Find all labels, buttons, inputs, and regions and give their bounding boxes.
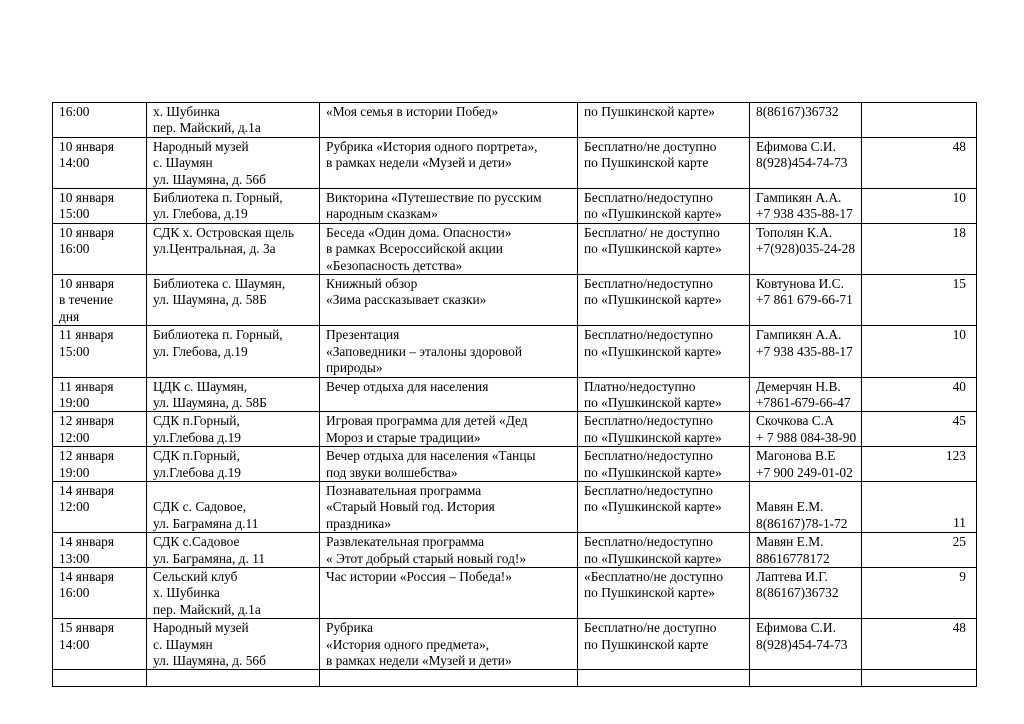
attendance-count: 45 bbox=[952, 413, 966, 429]
cell-date-time-line: 14:00 bbox=[59, 636, 90, 652]
cell-venue-line bbox=[153, 483, 314, 499]
schedule-rows bbox=[53, 103, 977, 687]
cell-event-line: Познавательная программа bbox=[326, 482, 482, 498]
cell-attendance bbox=[862, 447, 977, 482]
cell-venue bbox=[147, 670, 320, 687]
cell-attendance bbox=[862, 619, 977, 670]
cell-access-line: Бесплатно/ не доступно bbox=[584, 224, 720, 240]
cell-date-time bbox=[53, 619, 147, 670]
cell-venue-line: пер. Майский, д.1а bbox=[153, 120, 261, 136]
cell-venue bbox=[147, 103, 320, 138]
cell-access bbox=[578, 377, 750, 412]
cell-attendance bbox=[862, 481, 977, 532]
cell-attendance bbox=[862, 137, 977, 188]
cell-access-line: Бесплатно/недоступно bbox=[584, 534, 713, 550]
cell-attendance bbox=[862, 377, 977, 412]
cell-access bbox=[578, 103, 750, 138]
cell-date-time bbox=[53, 533, 147, 568]
cell-date-time bbox=[53, 567, 147, 618]
table-row bbox=[53, 412, 977, 447]
cell-venue bbox=[147, 275, 320, 326]
cell-event-line: в рамках недели «Музей и дети» bbox=[326, 653, 512, 668]
cell-venue bbox=[147, 567, 320, 618]
attendance-count: 18 bbox=[952, 224, 966, 240]
cell-attendance bbox=[862, 189, 977, 224]
cell-venue-line: ул.Центральная, д. 3а bbox=[153, 241, 276, 257]
cell-access-line: по Пушкинской карте bbox=[584, 636, 709, 652]
cell-access-line: Бесплатно/недоступно bbox=[584, 276, 713, 292]
cell-event-line: в рамках недели «Музей и дети» bbox=[326, 155, 512, 171]
cell-venue bbox=[147, 619, 320, 670]
cell-event bbox=[320, 189, 578, 224]
cell-date-time-line: дня bbox=[59, 308, 80, 324]
cell-event bbox=[320, 619, 578, 670]
cell-access-line: Бесплатно/не доступно bbox=[584, 138, 717, 154]
cell-date-time-line: 15 января bbox=[59, 620, 115, 636]
cell-venue-line: ЦДК с. Шаумян, bbox=[153, 378, 248, 394]
cell-venue-line: Библиотека п. Горный, bbox=[153, 327, 283, 343]
cell-contact-line: Мавян Е.М. bbox=[756, 534, 824, 550]
cell-contact bbox=[750, 481, 862, 532]
cell-date-time-line: 11 января bbox=[59, 327, 114, 343]
cell-access bbox=[578, 326, 750, 377]
cell-date-time-line: 14 января bbox=[59, 568, 115, 584]
cell-access-line: по «Пушкинской карте» bbox=[584, 499, 722, 515]
cell-contact-line: +7 861 679-66-71 bbox=[756, 292, 853, 308]
cell-contact-line: +7(928)035-24-28 bbox=[756, 241, 856, 257]
cell-venue-line: ул. Глебова, д.19 bbox=[153, 343, 248, 359]
cell-venue-line: СДК п.Горный, bbox=[153, 413, 240, 429]
cell-access-line: по «Пушкинской карте» bbox=[584, 429, 722, 445]
cell-event-line: «Зима рассказывает сказки» bbox=[326, 292, 487, 308]
cell-venue-line: с. Шаумян bbox=[153, 155, 213, 171]
cell-venue bbox=[147, 533, 320, 568]
cell-attendance bbox=[862, 567, 977, 618]
cell-date-time bbox=[53, 137, 147, 188]
cell-event-line: Развлекательная программа bbox=[326, 534, 485, 550]
cell-date-time bbox=[53, 377, 147, 412]
cell-date-time-line: 14:00 bbox=[59, 155, 90, 171]
cell-attendance bbox=[862, 326, 977, 377]
cell-event bbox=[320, 377, 578, 412]
cell-event-line: Беседа «Один дома. Опасности» bbox=[326, 224, 512, 240]
attendance-count: 9 bbox=[959, 568, 966, 584]
cell-venue-line: СДК с.Садовое bbox=[153, 534, 240, 550]
cell-venue-line: ул. Глебова, д.19 bbox=[153, 206, 248, 222]
cell-venue bbox=[147, 481, 320, 532]
cell-access-line: по «Пушкинской карте» bbox=[584, 206, 722, 222]
cell-event-line: Викторина «Путешествие по русским bbox=[326, 190, 542, 206]
cell-venue-line: Народный музей bbox=[153, 138, 249, 154]
cell-date-time-line: 11 января bbox=[59, 378, 114, 394]
cell-venue bbox=[147, 189, 320, 224]
cell-event bbox=[320, 533, 578, 568]
cell-date-time-line: 14 января bbox=[59, 534, 115, 550]
cell-venue-line: ул. Шаумяна, д. 58Б bbox=[153, 292, 267, 308]
cell-venue-line: ул. Шаумяна, д. 58Б bbox=[153, 394, 267, 410]
cell-date-time bbox=[53, 275, 147, 326]
cell-contact-line: Лаптева И.Г. bbox=[756, 568, 828, 584]
cell-access bbox=[578, 619, 750, 670]
cell-contact-line: +7 938 435-88-17 bbox=[756, 343, 853, 359]
table-row bbox=[53, 447, 977, 482]
cell-access-line: Бесплатно/недоступно bbox=[584, 482, 713, 498]
cell-event-line: « Этот добрый старый новый год!» bbox=[326, 550, 527, 566]
table-row bbox=[53, 189, 977, 224]
cell-event bbox=[320, 567, 578, 618]
cell-venue-line: ул. Шаумяна, д. 56б bbox=[153, 653, 266, 668]
cell-contact-line: +7 900 249-01-02 bbox=[756, 464, 853, 480]
cell-date-time-line: 13:00 bbox=[59, 550, 90, 566]
cell-contact-line: +7861-679-66-47 bbox=[756, 394, 851, 410]
cell-attendance bbox=[862, 670, 977, 687]
cell-contact-line: 8(86167)78-1-72 bbox=[756, 515, 848, 531]
cell-attendance bbox=[862, 223, 977, 274]
table-row bbox=[53, 223, 977, 274]
table-row bbox=[53, 670, 977, 687]
cell-event bbox=[320, 670, 578, 687]
cell-venue-line: Библиотека п. Горный, bbox=[153, 190, 283, 206]
cell-date-time-line: 15:00 bbox=[59, 343, 90, 359]
table-row bbox=[53, 567, 977, 618]
cell-contact-line: Гампикян А.А. bbox=[756, 190, 842, 206]
cell-contact-line: Магонова В.Е bbox=[756, 448, 836, 464]
cell-access-line: Бесплатно/недоступно bbox=[584, 190, 713, 206]
table-row bbox=[53, 103, 977, 138]
cell-access-line: по «Пушкинской карте» bbox=[584, 550, 722, 566]
cell-event-line: Рубрика «История одного портрета», bbox=[326, 138, 538, 154]
table-row bbox=[53, 377, 977, 412]
cell-date-time bbox=[53, 447, 147, 482]
cell-access-line: по «Пушкинской карте» bbox=[584, 292, 722, 308]
cell-event-line: «Старый Новый год. История bbox=[326, 499, 495, 515]
cell-access-line: «Бесплатно/не доступно bbox=[584, 568, 724, 584]
cell-venue-line: х. Шубинка bbox=[153, 585, 220, 601]
cell-date-time-line: 15:00 bbox=[59, 206, 90, 222]
cell-date-time-line: 12 января bbox=[59, 413, 115, 429]
cell-contact-line: 8(86167)36732 bbox=[756, 585, 839, 601]
cell-contact-line: + 7 988 084-38-90 bbox=[756, 429, 857, 445]
cell-event-line: Вечер отдыха для населения bbox=[326, 378, 489, 394]
cell-event bbox=[320, 481, 578, 532]
cell-date-time bbox=[53, 670, 147, 687]
cell-event bbox=[320, 412, 578, 447]
cell-access-line: Платно/недоступно bbox=[584, 378, 696, 394]
cell-access-line: Бесплатно/не доступно bbox=[584, 620, 717, 636]
cell-event bbox=[320, 326, 578, 377]
table-row bbox=[53, 275, 977, 326]
cell-venue bbox=[147, 377, 320, 412]
attendance-count: 25 bbox=[952, 534, 966, 550]
cell-contact bbox=[750, 567, 862, 618]
cell-event-line: Книжный обзор bbox=[326, 276, 418, 292]
cell-venue bbox=[147, 326, 320, 377]
table-row bbox=[53, 481, 977, 532]
cell-date-time bbox=[53, 189, 147, 224]
cell-access bbox=[578, 533, 750, 568]
cell-access bbox=[578, 567, 750, 618]
cell-contact bbox=[750, 377, 862, 412]
cell-venue-line: Народный музей bbox=[153, 620, 249, 636]
cell-venue bbox=[147, 447, 320, 482]
cell-date-time-line: 19:00 bbox=[59, 464, 90, 480]
cell-venue-line: ул. Шаумяна, д. 56б bbox=[153, 171, 266, 187]
cell-access bbox=[578, 223, 750, 274]
cell-contact bbox=[750, 223, 862, 274]
cell-event-line: «Безопасность детства» bbox=[326, 257, 463, 273]
cell-venue bbox=[147, 223, 320, 274]
cell-event-line: Мороз и старые традиции» bbox=[326, 429, 481, 445]
cell-event-line: под звуки волшебства» bbox=[326, 464, 458, 480]
cell-venue-line: СДК х. Островская щель bbox=[153, 224, 295, 240]
cell-contact bbox=[750, 189, 862, 224]
cell-date-time bbox=[53, 481, 147, 532]
cell-date-time-line: 10 января bbox=[59, 190, 115, 206]
cell-access-line: по «Пушкинской карте» bbox=[584, 241, 722, 257]
attendance-count: 40 bbox=[952, 378, 966, 394]
cell-date-time-line: 16:00 bbox=[59, 104, 90, 119]
cell-contact-line: Ковтунова И.С. bbox=[756, 276, 844, 292]
attendance-count: 123 bbox=[945, 448, 966, 464]
cell-contact bbox=[750, 326, 862, 377]
cell-access bbox=[578, 670, 750, 687]
cell-contact-line: Тополян К.А. bbox=[756, 224, 833, 240]
cell-event-line: Игровая программа для детей «Дед bbox=[326, 413, 528, 429]
cell-venue-line: пер. Майский, д.1а bbox=[153, 601, 261, 617]
cell-event bbox=[320, 447, 578, 482]
cell-date-time-line: 14 января bbox=[59, 482, 115, 498]
cell-contact-line: Ефимова С.И. bbox=[756, 620, 836, 636]
cell-access-line: Бесплатно/недоступно bbox=[584, 448, 713, 464]
cell-contact bbox=[750, 412, 862, 447]
cell-contact-line bbox=[756, 483, 856, 499]
cell-date-time-line: 12:00 bbox=[59, 499, 90, 515]
cell-contact bbox=[750, 447, 862, 482]
cell-venue-line: СДК п.Горный, bbox=[153, 448, 240, 464]
cell-access bbox=[578, 189, 750, 224]
cell-date-time-line: 19:00 bbox=[59, 394, 90, 410]
cell-access bbox=[578, 481, 750, 532]
schedule-table-wrapper bbox=[52, 102, 1024, 687]
attendance-count: 48 bbox=[952, 620, 966, 636]
table-row bbox=[53, 137, 977, 188]
cell-venue bbox=[147, 412, 320, 447]
cell-contact-line: 8(928)454-74-73 bbox=[756, 155, 848, 171]
cell-date-time-line: 12:00 bbox=[59, 429, 90, 445]
cell-event-line: «Заповедники – эталоны здоровой bbox=[326, 343, 523, 359]
cell-venue-line: Сельский клуб bbox=[153, 568, 238, 584]
cell-contact bbox=[750, 533, 862, 568]
cell-event-line: Вечер отдыха для населения «Танцы bbox=[326, 448, 536, 464]
cell-contact bbox=[750, 619, 862, 670]
cell-access bbox=[578, 447, 750, 482]
cell-venue-line: с. Шаумян bbox=[153, 636, 213, 652]
cell-access bbox=[578, 137, 750, 188]
cell-venue bbox=[147, 137, 320, 188]
cell-venue-line: СДК с. Садовое, bbox=[153, 499, 247, 515]
cell-date-time bbox=[53, 412, 147, 447]
cell-venue-line: х. Шубинка bbox=[153, 104, 220, 119]
cell-event-line: «История одного предмета», bbox=[326, 636, 490, 652]
cell-venue-line: ул. Баграмяна д.11 bbox=[153, 515, 259, 531]
attendance-count: 48 bbox=[952, 138, 966, 154]
table-row bbox=[53, 619, 977, 670]
attendance-count: 10 bbox=[952, 190, 966, 206]
cell-date-time-line: 16:00 bbox=[59, 585, 90, 601]
cell-contact-line: 88616778172 bbox=[756, 550, 830, 566]
table-row bbox=[53, 326, 977, 377]
cell-event-line: народным сказкам» bbox=[326, 206, 438, 222]
cell-event-line: природы» bbox=[326, 360, 383, 376]
cell-event bbox=[320, 137, 578, 188]
cell-event-line: Презентация bbox=[326, 327, 400, 343]
cell-attendance bbox=[862, 275, 977, 326]
attendance-count: 10 bbox=[952, 327, 966, 343]
cell-venue-line: ул. Баграмяна, д. 11 bbox=[153, 550, 266, 566]
cell-event bbox=[320, 223, 578, 274]
cell-contact-line: Демерчян Н.В. bbox=[756, 378, 841, 394]
cell-attendance bbox=[862, 533, 977, 568]
cell-venue-line: ул.Глебова д.19 bbox=[153, 429, 241, 445]
cell-event-line: Час истории «Россия – Победа!» bbox=[326, 568, 512, 584]
cell-contact-line: +7 938 435-88-17 bbox=[756, 206, 853, 222]
cell-date-time bbox=[53, 326, 147, 377]
cell-event-line: праздника» bbox=[326, 515, 391, 531]
cell-access-line: Бесплатно/недоступно bbox=[584, 413, 713, 429]
cell-event-line: «Моя семья в истории Побед» bbox=[326, 104, 499, 119]
cell-contact-line: Ефимова С.И. bbox=[756, 138, 836, 154]
cell-access-line: по Пушкинской карте» bbox=[584, 104, 715, 119]
cell-date-time-line: 10 января bbox=[59, 224, 115, 240]
cell-venue-line: ул.Глебова д.19 bbox=[153, 464, 241, 480]
cell-date-time-line: 10 января bbox=[59, 276, 115, 292]
cell-contact-line: 8(86167)36732 bbox=[756, 104, 839, 119]
cell-date-time bbox=[53, 103, 147, 138]
cell-access bbox=[578, 275, 750, 326]
cell-date-time-line: 12 января bbox=[59, 448, 115, 464]
cell-contact bbox=[750, 137, 862, 188]
attendance-count: 15 bbox=[952, 276, 966, 292]
cell-access-line: по «Пушкинской карте» bbox=[584, 343, 722, 359]
cell-access-line: по «Пушкинской карте» bbox=[584, 464, 722, 480]
cell-contact bbox=[750, 275, 862, 326]
cell-contact-line: Мавян Е.М. bbox=[756, 499, 824, 515]
cell-event bbox=[320, 103, 578, 138]
cell-venue-line: Библиотека с. Шаумян, bbox=[153, 276, 286, 292]
attendance-count: 11 bbox=[953, 514, 966, 530]
cell-date-time-line: в течение bbox=[59, 292, 114, 308]
cell-access-line: Бесплатно/недоступно bbox=[584, 327, 713, 343]
cell-date-time bbox=[53, 223, 147, 274]
cell-attendance bbox=[862, 412, 977, 447]
cell-event bbox=[320, 275, 578, 326]
schedule-table bbox=[52, 102, 977, 687]
cell-event-line: в рамках Всероссийской акции bbox=[326, 241, 503, 257]
cell-contact-line: Скочкова С.А bbox=[756, 413, 834, 429]
cell-access bbox=[578, 412, 750, 447]
cell-access-line: по «Пушкинской карте» bbox=[584, 394, 722, 410]
cell-access-line: по Пушкинской карте bbox=[584, 155, 709, 171]
cell-date-time-line: 10 января bbox=[59, 138, 115, 154]
cell-access-line: по Пушкинской карте» bbox=[584, 585, 715, 601]
table-row bbox=[53, 533, 977, 568]
cell-contact bbox=[750, 103, 862, 138]
cell-contact-line: Гампикян А.А. bbox=[756, 327, 842, 343]
cell-date-time-line: 16:00 bbox=[59, 241, 90, 257]
cell-contact-line: 8(928)454-74-73 bbox=[756, 636, 848, 652]
cell-attendance bbox=[862, 103, 977, 138]
cell-event-line: Рубрика bbox=[326, 620, 373, 636]
cell-contact bbox=[750, 670, 862, 687]
